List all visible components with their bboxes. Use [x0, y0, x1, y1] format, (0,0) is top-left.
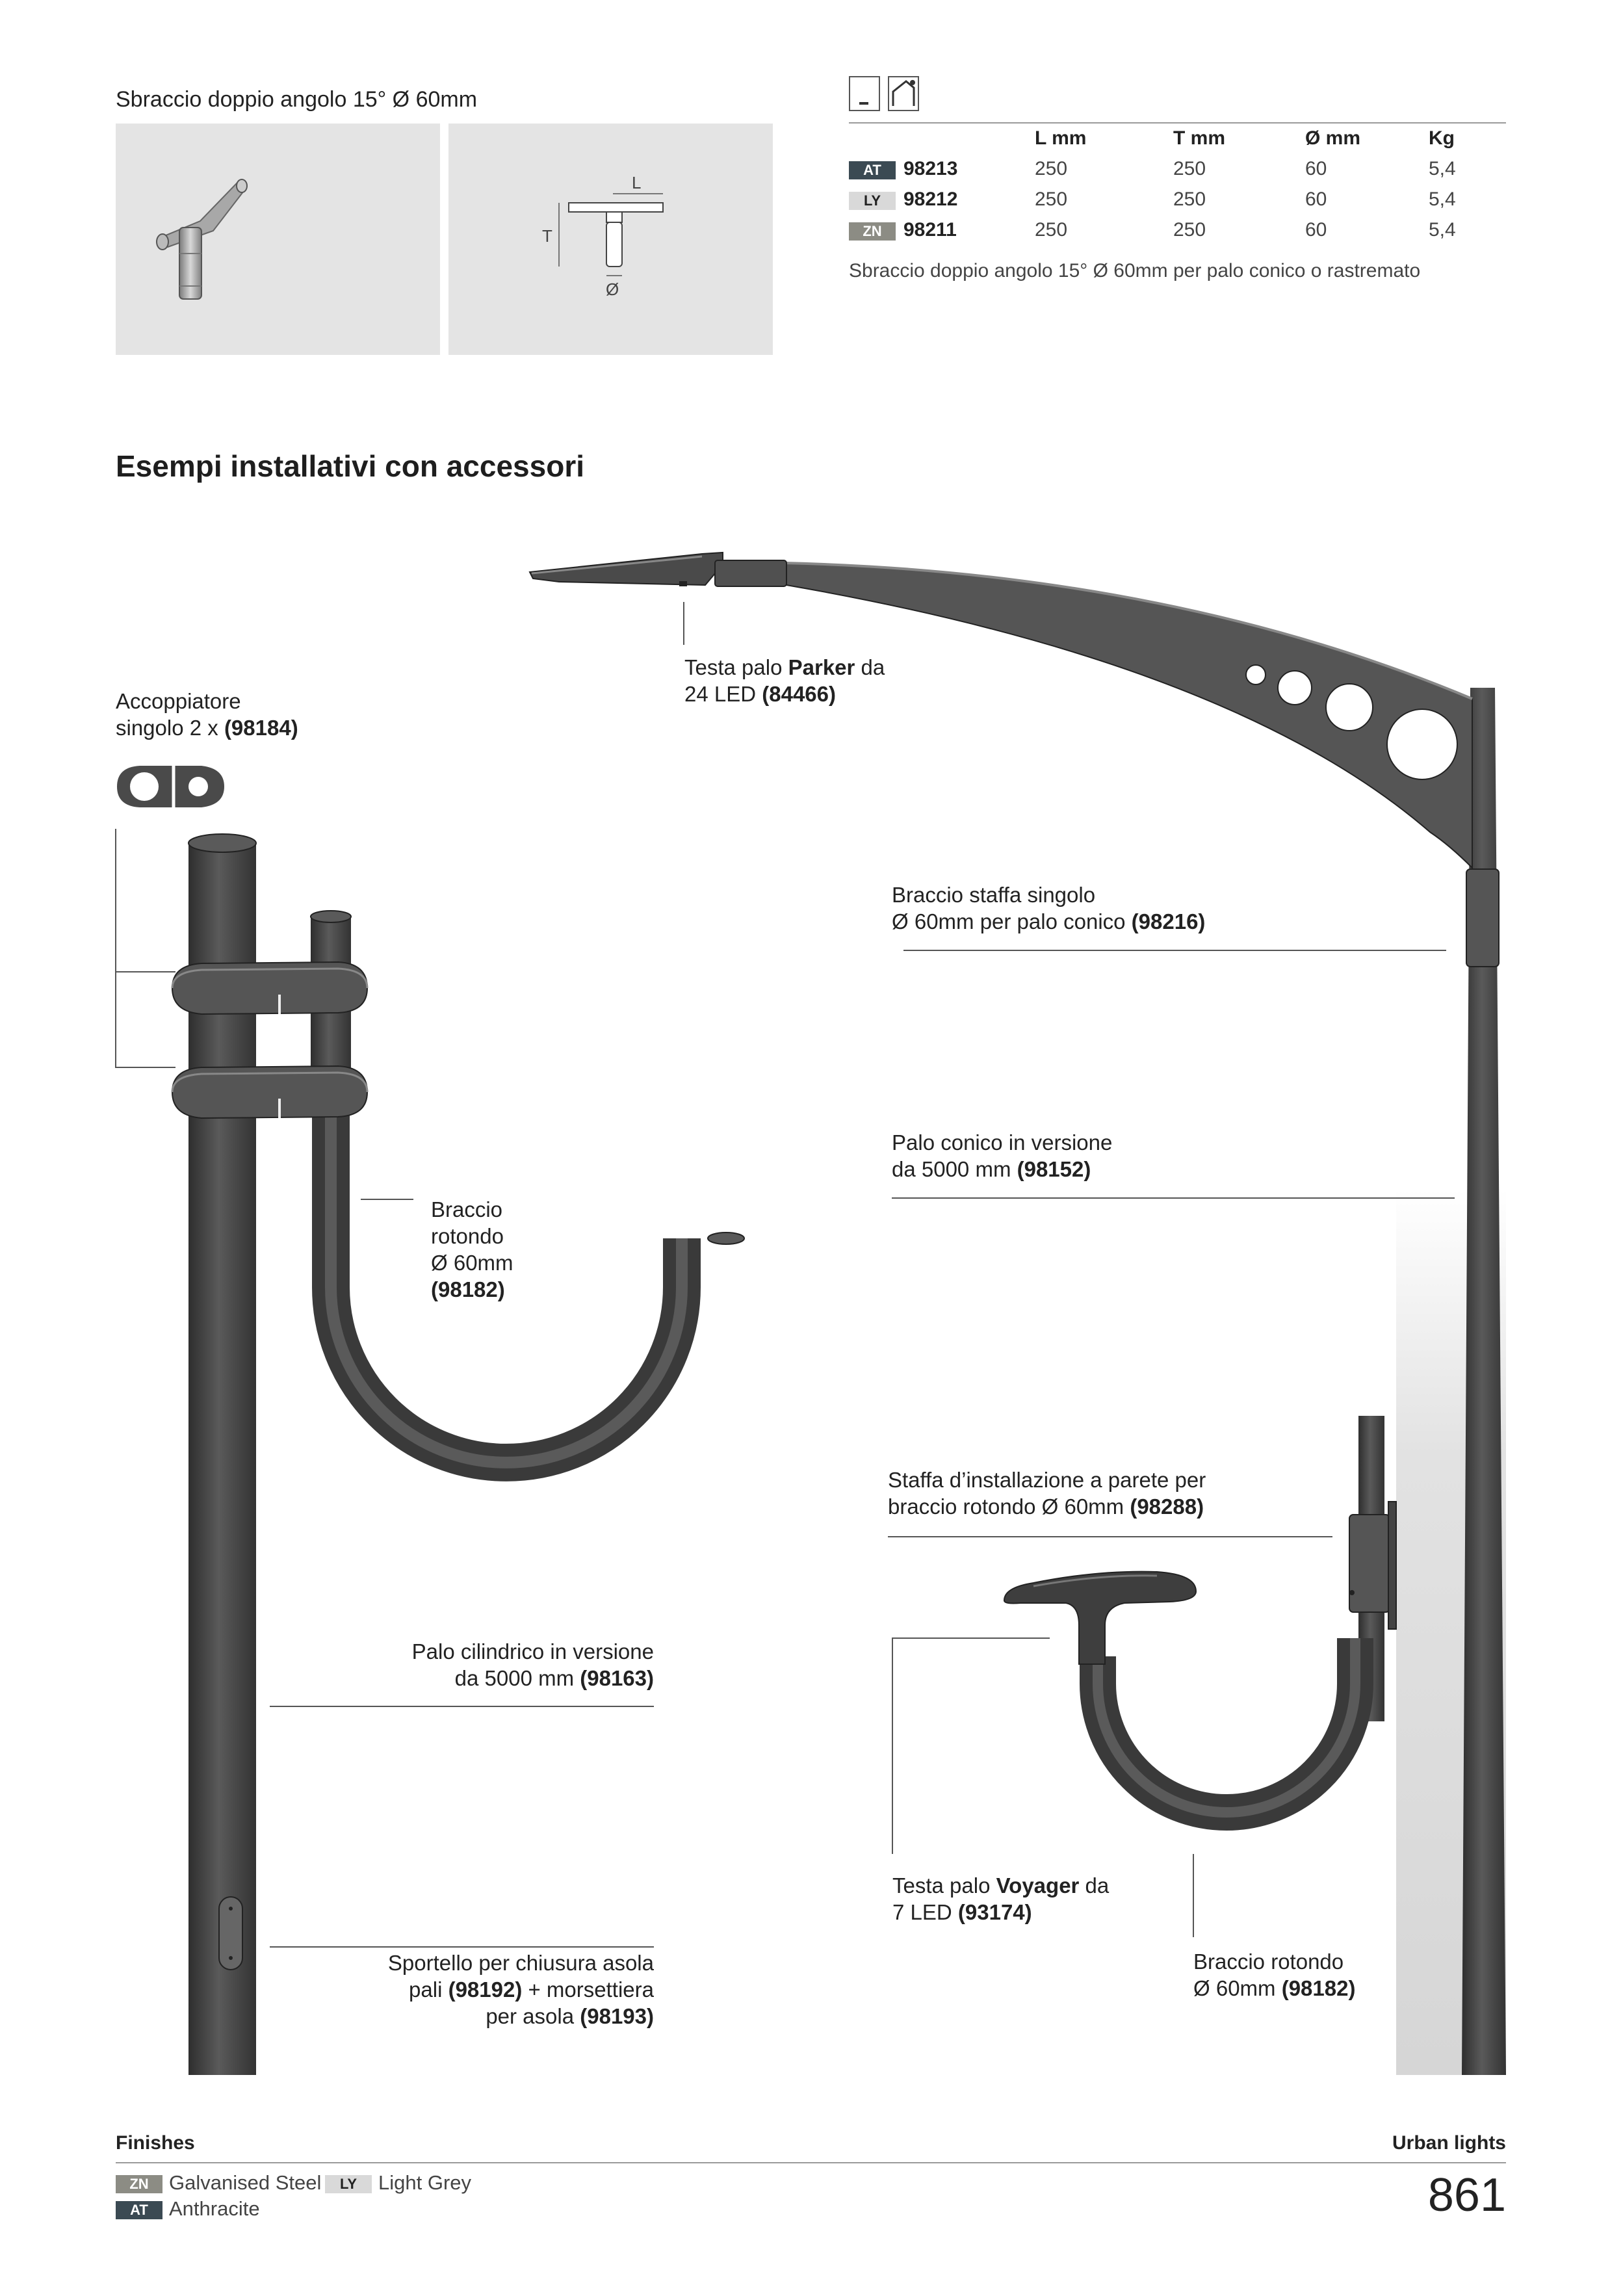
cell-kg: 5,4 [1429, 189, 1456, 210]
conical-pole-line2: da 5000 mm [892, 1157, 1017, 1181]
door-code2: (98193) [580, 2004, 654, 2028]
finish-tag-zn: ZN [849, 222, 896, 241]
finish-name: Light Grey [378, 2171, 472, 2194]
round-arm2-code: (98182) [1281, 1976, 1356, 2000]
wall-bracket-code: (98288) [1130, 1494, 1204, 1519]
parker-text: Testa palo [684, 655, 788, 679]
cell-kg: 5,4 [1429, 158, 1456, 179]
cyl-pole-code: (98163) [580, 1666, 654, 1690]
footer-rule [116, 2162, 1506, 2163]
label-coupler [116, 688, 298, 741]
voyager-text-end: da [1079, 1873, 1110, 1898]
section-title: Esempi installativi con accessori [116, 449, 584, 483]
bracket-single-line2: Ø 60mm per palo conico [892, 909, 1132, 933]
finish-tag-zn: ZN [116, 2175, 162, 2193]
door-line2a: pali [409, 1977, 448, 2002]
voyager-led: 7 LED [892, 1900, 958, 1924]
cell-kg: 5,4 [1429, 219, 1456, 241]
dim-l: L [632, 173, 642, 192]
round-arm-line3: Ø 60mm [431, 1251, 513, 1275]
cyl-pole-line2: da 5000 mm [454, 1666, 580, 1690]
cell-d: 60 [1305, 158, 1327, 179]
round-arm-code: (98182) [431, 1277, 505, 1301]
wall-bracket-line1: Staffa d’installazione a parete per [888, 1468, 1206, 1492]
label-round-arm [431, 1196, 513, 1303]
label-parker [684, 654, 885, 707]
cell-l: 250 [1035, 189, 1068, 210]
door-code1: (98192) [448, 1977, 523, 2002]
header-t: T mm [1173, 127, 1226, 149]
product-code: 98212 [903, 189, 958, 210]
round-arm-line1: Braccio [431, 1197, 503, 1221]
dim-t: T [542, 226, 552, 246]
parker-led: 24 LED [684, 682, 762, 706]
door-line3a: per asola [486, 2004, 580, 2028]
category-label: Urban lights [1392, 2132, 1506, 2154]
round-arm-line2: rotondo [431, 1224, 504, 1248]
coupler-code: (98184) [224, 716, 298, 740]
finish-name: Galvanised Steel [169, 2171, 322, 2194]
coupler-line1: Accoppiatore [116, 689, 241, 713]
label-cyl-pole [329, 1638, 654, 1691]
bracket-single-line1: Braccio staffa singolo [892, 883, 1096, 907]
finishes-title: Finishes [116, 2132, 195, 2154]
product-title: Sbraccio doppio angolo 15° Ø 60mm [116, 87, 478, 112]
round-arm2-line2: Ø 60mm [1193, 1976, 1282, 2000]
header-kg: Kg [1429, 127, 1455, 149]
cell-d: 60 [1305, 189, 1327, 210]
label-voyager [892, 1872, 1109, 1925]
round-arm2-line1: Braccio rotondo [1193, 1950, 1344, 1974]
finish-tag-ly: LY [325, 2175, 372, 2193]
voyager-text: Testa palo [892, 1873, 996, 1898]
bracket-single-code: (98216) [1131, 909, 1206, 933]
cell-t: 250 [1173, 158, 1206, 179]
label-wall-bracket [888, 1467, 1206, 1520]
cell-t: 250 [1173, 219, 1206, 241]
parker-text-end: da [855, 655, 885, 679]
finish-tag-at: AT [116, 2201, 162, 2219]
conical-pole-code: (98152) [1017, 1157, 1091, 1181]
dim-d: Ø [606, 280, 619, 299]
parker-code: (84466) [762, 682, 836, 706]
cell-l: 250 [1035, 158, 1068, 179]
cell-d: 60 [1305, 219, 1327, 241]
voyager-name: Voyager [996, 1873, 1080, 1898]
door-line1: Sportello per chiusura asola [387, 1951, 654, 1975]
cyl-pole-line1: Palo cilindrico in versione [411, 1639, 654, 1663]
finish-tag-at: AT [849, 161, 896, 179]
label-conical-pole [892, 1129, 1112, 1182]
voyager-code: (93174) [957, 1900, 1032, 1924]
product-description: Sbraccio doppio angolo 15° Ø 60mm per palo conico o rastremato [849, 260, 1421, 281]
cell-l: 250 [1035, 219, 1068, 241]
conical-pole-line1: Palo conico in versione [892, 1130, 1113, 1155]
cell-t: 250 [1173, 189, 1206, 210]
label-door [290, 1950, 654, 2029]
parker-name: Parker [788, 655, 855, 679]
product-code: 98211 [903, 219, 957, 241]
header-d: Ø mm [1305, 127, 1361, 149]
wall-bracket-line2: braccio rotondo Ø 60mm [888, 1494, 1130, 1519]
label-round-arm-2 [1193, 1948, 1355, 2002]
finish-tag-ly: LY [849, 192, 896, 210]
finish-name: Anthracite [169, 2197, 260, 2220]
door-line2c: + morsettiera [522, 1977, 654, 2002]
header-l: L mm [1035, 127, 1087, 149]
label-bracket-single [892, 881, 1205, 935]
coupler-line2: singolo 2 x [116, 716, 224, 740]
product-code: 98213 [903, 158, 958, 179]
page-number: 861 [1427, 2169, 1506, 2221]
